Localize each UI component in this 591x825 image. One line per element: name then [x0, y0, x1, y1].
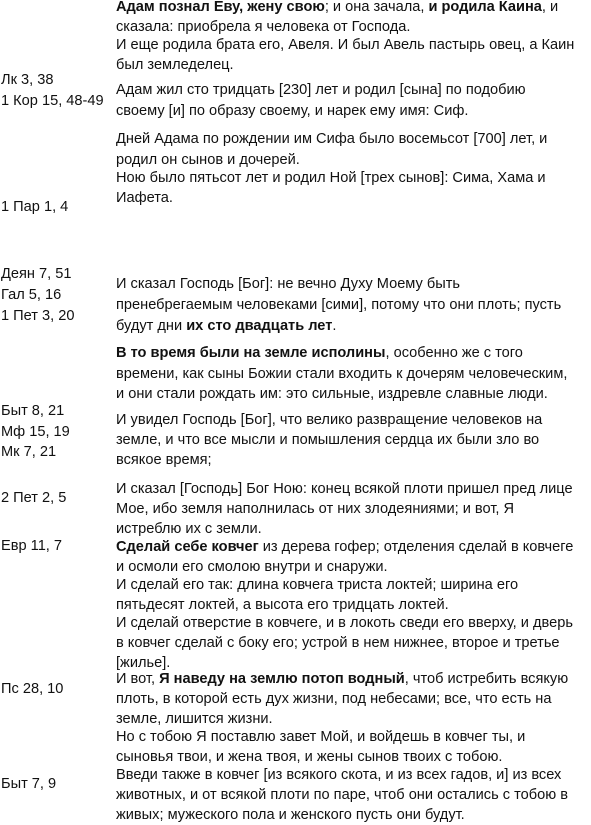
text-segment: И увидел Господь [Бог], что велико развращение человеков на: [116, 412, 543, 428]
text-segment: И сказал [Господь] Бог Ною: конец всякой плоти пришел пред лице: [116, 481, 573, 497]
text-segment: в ковчег сделай с боку его; устрой в нем нижнее, второе и третье: [116, 635, 560, 651]
text-line: [116, 613, 573, 633]
text-segment: своему [и] по образу своему, и нарек ему имя: Сиф.: [116, 103, 469, 119]
verse-reference: 2 Пет 2, 5: [1, 490, 67, 506]
text-segment: Иафета.: [116, 190, 173, 206]
verse-reference: Быт 8, 21: [1, 403, 65, 419]
text-segment: [жилье].: [116, 655, 171, 671]
verse-reference: 1 Кор 15, 48-49: [1, 93, 104, 109]
verse-reference: Лк 3, 38: [1, 72, 54, 88]
text-segment: Введи также в ковчег [из всякого скота, и из всех гадов, и] из всех: [116, 767, 562, 783]
text-segment: и они стали рождать им: это сильные, издревле славные люди.: [116, 386, 548, 402]
text-segment: будут дни: [116, 318, 187, 334]
verse-reference: 1 Пет 3, 20: [1, 308, 75, 324]
text-line: [116, 35, 574, 55]
text-segment: пятьдесят локтей, а высота его тридцать локтей.: [116, 597, 449, 613]
text-line: [116, 727, 525, 747]
text-segment: И сказал Господь [Бог]: не вечно Духу Моему быть: [116, 276, 460, 292]
text-segment: родил он сынов и дочерей.: [116, 152, 300, 168]
text-line: [116, 450, 212, 470]
text-segment: Но с тобою Я поставлю завет Мой, и войдешь в ковчег ты, и: [116, 729, 526, 745]
text-segment: .: [332, 318, 337, 334]
text-line: [116, 499, 514, 519]
text-segment: земле, лишится жизни.: [116, 711, 273, 727]
text-segment: и осмоли его смолою внутри и снаружи.: [116, 559, 388, 575]
bold-text: их сто двадцать лет: [186, 318, 333, 334]
text-segment: , и: [541, 0, 559, 15]
verse-reference: 1 Пар 1, 4: [1, 199, 69, 215]
text-line: [116, 410, 542, 430]
text-line: [116, 80, 526, 100]
text-segment: животных, и от всякой плоти по паре, чтоб они остались с тобою в: [116, 787, 568, 803]
text-segment: Ною было пятьсот лет и родил Ной [трех сынов]: Сима, Хама и: [116, 170, 546, 186]
text-segment: ; и она зачала,: [324, 0, 429, 15]
text-line: [116, 101, 468, 121]
text-line: [116, 364, 567, 384]
bold-text: и родила Каина: [428, 0, 542, 15]
bold-text: Адам познал Еву, жену свою: [116, 0, 325, 15]
text-line: [116, 168, 546, 188]
verse-reference: Деян 7, 51: [1, 266, 72, 282]
text-segment: истреблю их с земли.: [116, 521, 262, 537]
text-segment: живых; мужеского пола и женского пусть они будут.: [116, 807, 465, 823]
text-line: [116, 557, 388, 577]
text-line: [116, 0, 558, 17]
text-line: [116, 17, 410, 37]
text-line: [116, 747, 502, 767]
text-line: [116, 188, 173, 208]
text-line: [116, 633, 560, 653]
text-line: [116, 316, 336, 336]
text-segment: И вот,: [116, 671, 160, 687]
verse-reference: Мк 7, 21: [1, 444, 57, 460]
text-segment: пренебрегаемым человеками [сими], потому что они плоть; пусть: [116, 297, 562, 313]
text-segment: сказала: приобрела я человека от Господа.: [116, 19, 411, 35]
text-line: [116, 575, 518, 595]
text-segment: Мое, ибо земля наполнилась от них злодеяниями; и вот, Я: [116, 501, 515, 517]
text-line: [116, 274, 460, 294]
text-segment: всякое время;: [116, 452, 212, 468]
text-line: [116, 689, 551, 709]
text-line: [116, 785, 568, 805]
text-segment: земле, и что все мысли и помышления сердца их были зло во: [116, 432, 540, 448]
text-line: [116, 519, 262, 539]
text-line: [116, 55, 234, 75]
text-line: [116, 295, 561, 315]
text-line: [116, 669, 568, 689]
text-segment: времени, как сыны Божии стали входить к дочерям человеческим,: [116, 366, 568, 382]
bold-text: В то время были на земле исполины: [116, 345, 386, 361]
text-line: [116, 343, 523, 363]
text-segment: Адам жил сто тридцать [230] лет и родил [сына] по подобию: [116, 82, 526, 98]
text-line: [116, 150, 300, 170]
text-segment: И сделай отверстие в ковчеге, и в локоть сведи его вверху, и дверь: [116, 615, 573, 631]
text-segment: И сделай его так: длина ковчега триста локтей; ширина его: [116, 577, 519, 593]
text-segment: сыновья твои, и жена твоя, и жены сынов твоих с тобою.: [116, 749, 503, 765]
verse-reference: Быт 7, 9: [1, 776, 57, 792]
text-segment: был земледелец.: [116, 57, 234, 73]
text-segment: И еще родила брата его, Авеля. И был Авель пастырь овец, а Каин: [116, 37, 575, 53]
text-line: [116, 479, 573, 499]
verse-reference: Пс 28, 10: [1, 681, 64, 697]
text-line: [116, 765, 561, 785]
text-segment: плоть, в которой есть дух жизни, под небесами; все, что есть на: [116, 691, 552, 707]
verse-reference: Гал 5, 16: [1, 287, 62, 303]
text-segment: , чтоб истребить всякую: [404, 671, 569, 687]
text-line: [116, 430, 539, 450]
text-line: [116, 129, 547, 149]
bold-text: Я наведу на землю потоп водный: [159, 671, 405, 687]
text-segment: , особенно же с того: [385, 345, 523, 361]
text-segment: из дерева гофер; отделения сделай в ковчеге: [258, 539, 574, 555]
text-line: [116, 384, 548, 404]
text-line: [116, 537, 573, 557]
verse-reference: Мф 15, 19: [1, 424, 70, 440]
text-line: [116, 709, 273, 729]
text-line: [116, 805, 465, 825]
text-line: [116, 595, 449, 615]
bold-text: Сделай себе ковчег: [116, 539, 259, 555]
verse-reference: Евр 11, 7: [1, 538, 63, 554]
text-segment: Дней Адама по рождении им Сифа было восемьсот [700] лет, и: [116, 131, 548, 147]
